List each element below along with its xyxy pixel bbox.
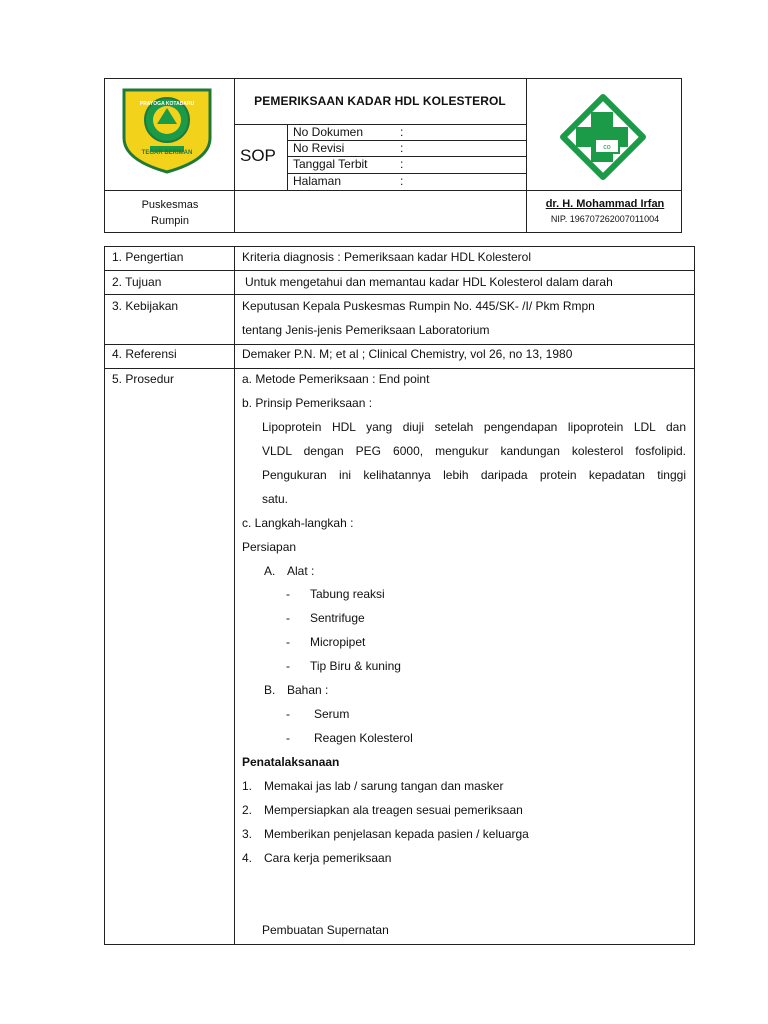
row-label-pengertian: 1. Pengertian xyxy=(112,250,184,264)
alat-title: Alat : xyxy=(287,564,315,578)
pembuatan-supernatan: Pembuatan Supernatan xyxy=(262,923,389,937)
prosedur-prinsip-line: Lipoprotein HDL yang diuji setelah pengendapan lipoprotein LDL dan xyxy=(262,420,686,434)
meta-label-halaman: Halaman xyxy=(293,174,342,188)
bahan-title: Bahan : xyxy=(287,683,329,697)
list-dash: - xyxy=(286,707,290,721)
step-number: 4. xyxy=(242,851,253,865)
list-dash: - xyxy=(286,635,290,649)
row-text-referensi: Demaker P.N. M; et al ; Clinical Chemistry, vol 26, no 13, 1980 xyxy=(242,347,573,361)
row-label-kebijakan: 3. Kebijakan xyxy=(112,299,179,313)
sop-label: SOP xyxy=(240,146,276,165)
table-column-divider xyxy=(234,246,235,945)
step-number: 3. xyxy=(242,827,253,841)
step-text: Cara kerja pemeriksaan xyxy=(264,851,392,865)
header-divider xyxy=(104,190,682,191)
header-divider xyxy=(287,124,288,190)
list-dash: - xyxy=(286,587,290,601)
alat-item: Tip Biru & kuning xyxy=(310,659,401,673)
step-text: Mempersiapkan ala treagen sesuai pemeriksaan xyxy=(264,803,523,817)
institution-line-1: Puskesmas xyxy=(141,199,199,211)
meta-label-no-revisi: No Revisi xyxy=(293,141,345,155)
document-title: PEMERIKSAAN KADAR HDL KOLESTEROL xyxy=(254,94,506,108)
institution-line-2: Rumpin xyxy=(151,215,189,227)
step-text: Memberikan penjelasan kepada pasien / keluarga xyxy=(264,827,529,841)
row-label-tujuan: 2. Tujuan xyxy=(112,275,162,289)
regency-logo xyxy=(120,86,214,174)
institution-name xyxy=(130,197,210,229)
step-number: 1. xyxy=(242,779,253,793)
list-dash: - xyxy=(286,659,290,673)
row-label-referensi: 4. Referensi xyxy=(112,347,177,361)
row-label-prosedur: 5. Prosedur xyxy=(112,372,175,386)
puskesmas-logo xyxy=(560,94,646,180)
meta-colon: : xyxy=(400,174,404,188)
table-row-divider xyxy=(104,368,695,369)
prosedur-persiapan: Persiapan xyxy=(242,540,297,554)
svg-text:co: co xyxy=(603,144,611,151)
bahan-item: Serum xyxy=(314,707,350,721)
logo-ribbon-text: PRAYOGA KOTABARU xyxy=(139,101,195,107)
prosedur-langkah-title: c. Langkah-langkah : xyxy=(242,516,354,530)
header-divider xyxy=(526,78,527,233)
alat-item: Micropipet xyxy=(310,635,366,649)
logo-motto: TEGAR BERIMAN xyxy=(141,150,193,156)
row-text-tujuan: Untuk mengetahui dan memantau kadar HDL Kolesterol dalam darah xyxy=(245,275,613,289)
table-row-divider xyxy=(104,294,695,295)
row-text-kebijakan-line-1: Keputusan Kepala Puskesmas Rumpin No. 445/SK- /I/ Pkm Rmpn xyxy=(242,299,595,313)
table-row-divider xyxy=(104,270,695,271)
prosedur-metode: a. Metode Pemeriksaan : End point xyxy=(242,372,430,386)
list-dash: - xyxy=(286,611,290,625)
step-text: Memakai jas lab / sarung tangan dan masker xyxy=(264,779,504,793)
row-text-kebijakan-line-2: tentang Jenis-jenis Pemeriksaan Laboratorium xyxy=(242,323,490,337)
prosedur-prinsip-line: VLDL dengan PEG 6000, mengukur kandungan kolesterol fosfolipid. xyxy=(262,444,686,458)
bahan-marker: B. xyxy=(264,683,276,697)
doctor-nip: NIP. 196707262007011004 xyxy=(550,214,660,224)
meta-label-tanggal-terbit: Tanggal Terbit xyxy=(293,157,368,171)
alat-marker: A. xyxy=(264,564,276,578)
step-number: 2. xyxy=(242,803,253,817)
alat-item: Tabung reaksi xyxy=(310,587,385,601)
meta-label-no-dokumen: No Dokumen xyxy=(293,125,364,139)
doctor-name: dr. H. Mohammad Irfan xyxy=(545,198,665,210)
meta-colon: : xyxy=(400,157,404,171)
penatalaksanaan-title: Penatalaksanaan xyxy=(242,755,340,769)
meta-colon: : xyxy=(400,141,404,155)
prosedur-prinsip-line: Pengukuran ini kelihatannya lebih daripada protein kepadatan tinggi xyxy=(262,468,686,482)
meta-colon: : xyxy=(400,125,404,139)
table-row-divider xyxy=(104,344,695,345)
alat-item: Sentrifuge xyxy=(310,611,365,625)
prosedur-prinsip-title: b. Prinsip Pemeriksaan : xyxy=(242,396,373,410)
list-dash: - xyxy=(286,731,290,745)
prosedur-prinsip-line: satu. xyxy=(262,492,289,506)
row-text-pengertian: Kriteria diagnosis : Pemeriksaan kadar HDL Kolesterol xyxy=(242,250,532,264)
header-divider xyxy=(234,124,526,125)
bahan-item: Reagen Kolesterol xyxy=(314,731,413,745)
